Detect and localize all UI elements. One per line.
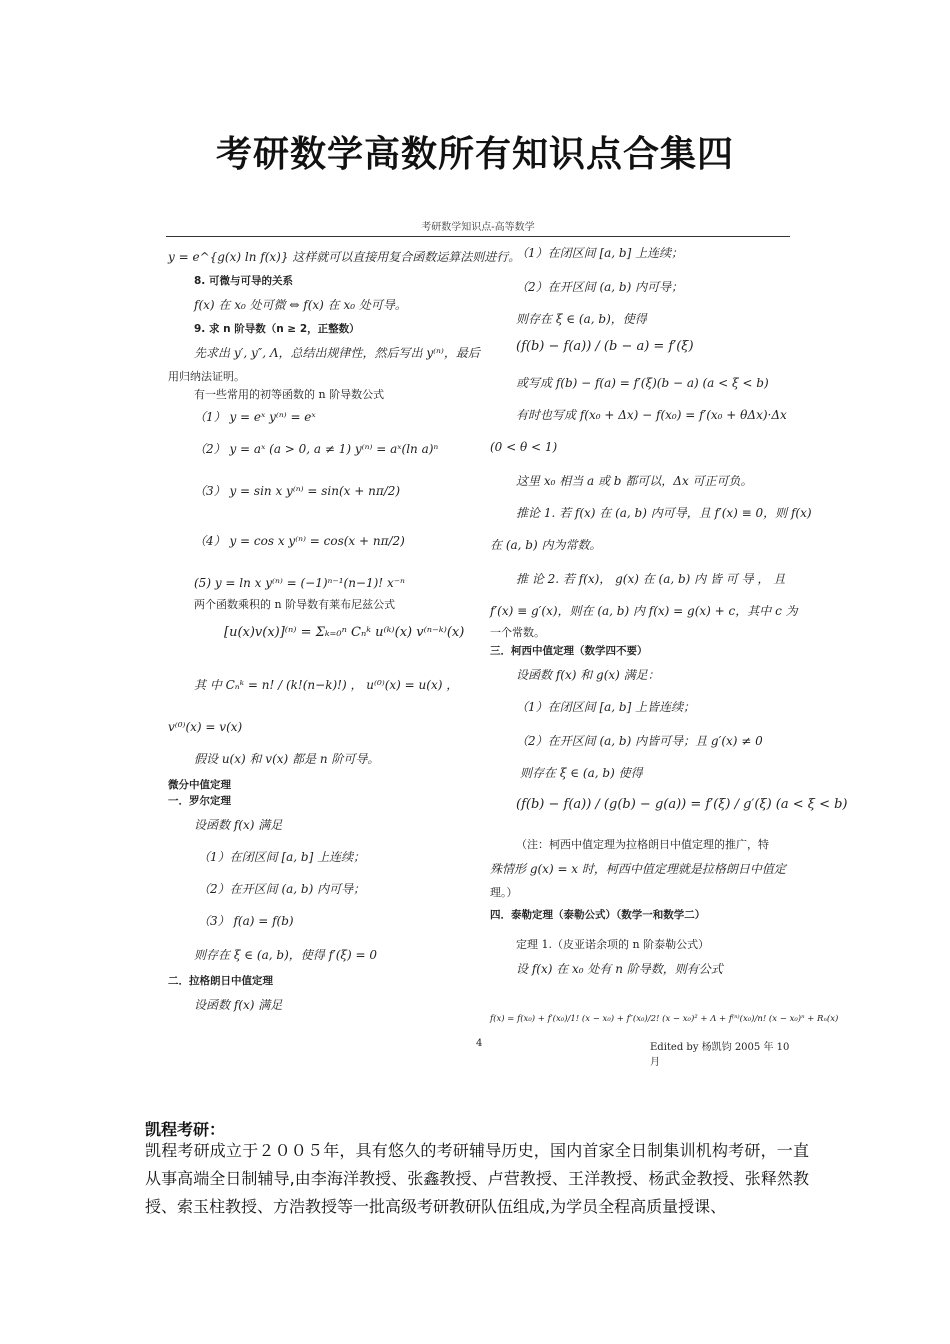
formula-line: 或写成 f(b) − f(a) = f′(ξ)(b − a) (a < ξ < b) [516,376,769,390]
text-line: f′(x) ≡ g′(x)，则在 (a, b) 内 f(x) = g(x) + c，其中 c 为 [490,604,798,618]
editor-credit: Edited by 杨凯钧 2005 年 10 月 [650,1042,790,1068]
text-line: 用归纳法证明。 [168,370,245,383]
page-number: 4 [476,1038,483,1049]
section-heading: 凯程考研： [145,1120,226,1139]
section-heading: 三．柯西中值定理（数学四不要） [490,645,648,657]
text-line: （2）在开区间 (a, b) 内可导； [198,882,366,896]
body-paragraph: 凯程考研成立于２００５年，具有悠久的考研辅导历史，国内首家全日制集训机构考研，一直从事高端全日制辅导,由李海洋教授、张鑫教授、卢营教授、王洋教授、杨武金教授、张释然教授、索玉柱教授、方浩教授等一批高级考研教研队伍组成,为学员全程高质量授课、 [145,1141,809,1216]
running-head: 考研数学知识点-高等数学 [421,222,535,233]
text-line: 先求出 y′, y″, Λ，总结出规律性，然后写出 y⁽ⁿ⁾，最后 [194,346,480,360]
text-line: y = e^{g(x) ln f(x)} 这样就可以直接用复合函数运算法则进行。 [168,250,521,264]
text-line: 则存在 ξ ∈ (a, b)，使得 f′(ξ) = 0 [194,948,378,962]
section-heading: 二．拉格朗日中值定理 [168,975,273,987]
text-line: 则存在 ξ ∈ (a, b)，使得 [516,312,647,326]
formula-line: （3） y = sin x y⁽ⁿ⁾ = sin(x + nπ/2) [194,484,401,498]
text-line: 设函数 f(x) 和 g(x) 满足： [516,668,660,682]
text-line: 则存在 ξ ∈ (a, b) 使得 [520,766,643,780]
text-line: 殊情形 g(x) = x 时，柯西中值定理就是拉格朗日中值定 [490,862,786,876]
formula-line: (0 < θ < 1) [490,440,558,454]
section-heading: 四．泰勒定理（泰勒公式）（数学一和数学二） [490,909,706,921]
text-line: 一个常数。 [490,626,545,639]
text-line: 假设 u(x) 和 v(x) 都是 n 阶可导。 [194,752,380,766]
text-line: 定理 1.（皮亚诺余项的 n 阶泰勒公式） [516,938,710,951]
formula-line: (f(b) − f(a)) / (b − a) = f′(ξ) [516,339,694,354]
text-line: （1）在闭区间 [a, b] 上连续； [516,246,684,260]
text-line: 推论 1. 若 f(x) 在 (a, b) 内可导，且 f′(x) ≡ 0，则 f(x) [516,506,812,520]
formula-line: 其 中 Cₙᵏ = n! / (k!(n−k)!) ， u⁽⁰⁾(x) = u(x) ， [194,678,459,692]
text-line: 这里 x₀ 相当 a 或 b 都可以，Δx 可正可负。 [516,474,753,488]
text-line: （2）在开区间 (a, b) 内皆可导；且 g′(x) ≠ 0 [516,734,763,748]
text-line: 在 (a, b) 内为常数。 [490,538,602,552]
text-line: 有一些常用的初等函数的 n 阶导数公式 [194,388,385,401]
section-heading: 9. 求 n 阶导数（n ≥ 2，正整数） [194,323,360,335]
section-heading: 一．罗尔定理 [168,795,231,807]
header-rule [166,236,790,237]
formula-line: f(x) = f(x₀) + f′(x₀)/1! (x − x₀) + f″(x₀)/2! (x − x₀)² + Λ + f⁽ⁿ⁾(x₀)/n! (x − x₀)ⁿ + Rₙ(x) [490,1014,839,1024]
formula-line: v⁽⁰⁾(x) = v(x) [168,720,243,734]
text-line: 两个函数乘积的 n 阶导数有莱布尼兹公式 [194,598,396,611]
text-line: 理。） [490,886,518,899]
section-heading: 8. 可微与可导的关系 [194,275,293,287]
text-line: 设 f(x) 在 x₀ 处有 n 阶导数，则有公式 [516,962,723,976]
page-title: 考研数学高数所有知识点合集四 [215,134,734,175]
text-line: 设函数 f(x) 满足 [194,818,283,832]
formula-line: （1） y = eˣ y⁽ⁿ⁾ = eˣ [194,410,316,424]
text-line: （1）在闭区间 [a, b] 上连续； [198,850,366,864]
formula-line: （2） y = aˣ (a > 0, a ≠ 1) y⁽ⁿ⁾ = aˣ(ln a)ⁿ [194,442,439,456]
text-line: f(x) 在 x₀ 处可微 ⇔ f(x) 在 x₀ 处可导。 [194,298,407,312]
text-line: （注：柯西中值定理为拉格朗日中值定理的推广，特 [516,838,769,851]
formula-line: [u(x)v(x)]⁽ⁿ⁾ = Σₖ₌₀ⁿ Cₙᵏ u⁽ᵏ⁾(x) v⁽ⁿ⁻ᵏ⁾(x) [224,625,465,640]
text-line: 推 论 2. 若 f(x)， g(x) 在 (a, b) 内 皆 可 导 ， 且 [516,572,786,586]
text-line: （3） f(a) = f(b) [198,914,294,928]
section-heading: 微分中值定理 [168,779,231,791]
scanned-page [166,218,848,1068]
formula-line: (5) y = ln x y⁽ⁿ⁾ = (−1)ⁿ⁻¹(n−1)! x⁻ⁿ [194,576,405,590]
text-line: （2）在开区间 (a, b) 内可导； [516,280,684,294]
text-line: 设函数 f(x) 满足 [194,998,283,1012]
formula-line: (f(b) − f(a)) / (g(b) − g(a)) = f′(ξ) / g′(ξ) (a < ξ < b) [516,797,848,812]
formula-line: 有时也写成 f(x₀ + Δx) − f(x₀) = f′(x₀ + θΔx)·Δx [516,408,787,422]
text-line: （1）在闭区间 [a, b] 上皆连续； [516,700,696,714]
formula-line: （4） y = cos x y⁽ⁿ⁾ = cos(x + nπ/2) [194,534,405,548]
